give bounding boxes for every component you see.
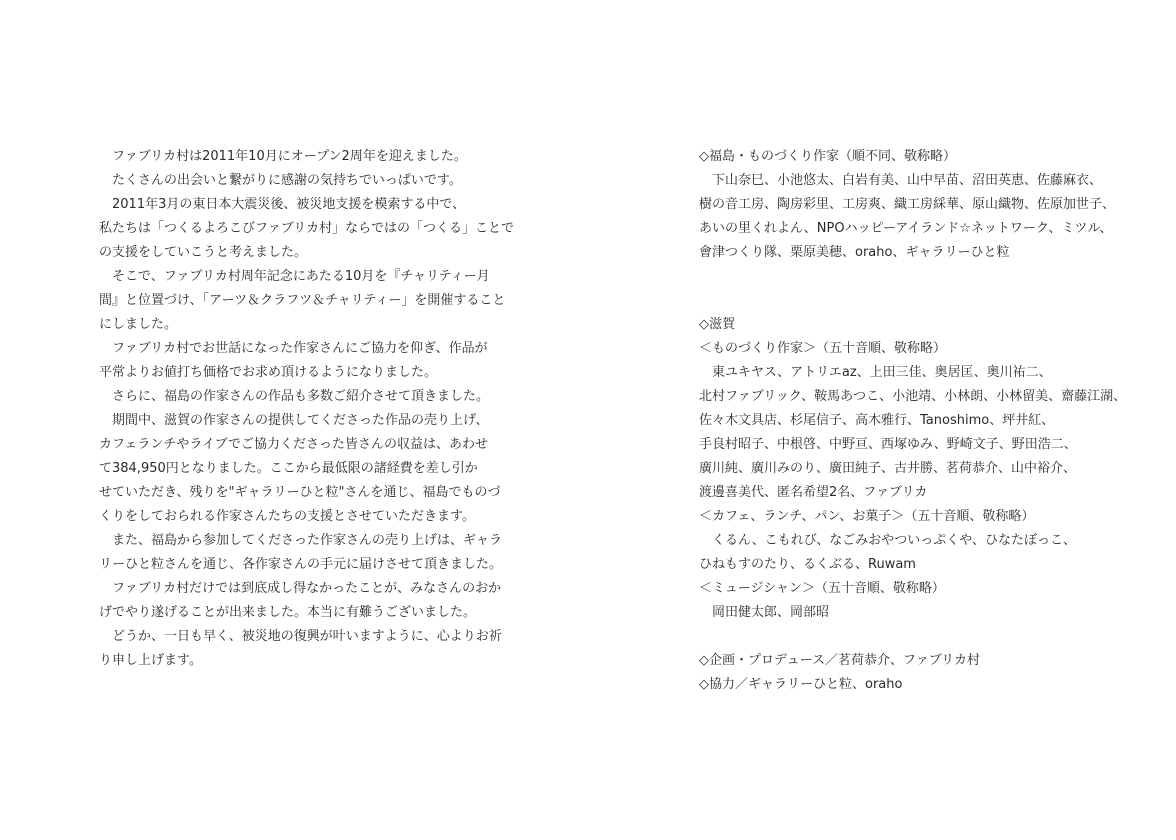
message-line: そこで、ファブリカ村周年記念にあたる10月を『チャリティー月 <box>99 269 490 284</box>
message-line: くりをしておられる作家さんたちの支援とさせていただきます。 <box>99 509 475 524</box>
message-line: リーひと粒さんを通じ、各作家さんの手元に届けさせて頂きました。 <box>99 557 503 572</box>
message-line: ファブリカ村は2011年10月にオープン2周年を迎えました。 <box>99 149 467 164</box>
fukushima-line: 樹の音工房、陶房彩里、工房爽、織工房綵華、原山織物、佐原加世子、 <box>699 197 1116 212</box>
cooperation-credit: ◇協力／ギャラリーひと粒、oraho <box>699 677 903 692</box>
message-line: 2011年3月の東日本大震災後、被災地支援を模索する中で、 <box>99 197 466 212</box>
makers-line: 東ユキヤス、アトリエaz、上田三佳、奥居匡、奥川祐二、 <box>699 365 1052 380</box>
message-line: カフェランチやライブでご協力くださった皆さんの収益は、あわせ <box>99 437 488 452</box>
shiga-section <box>699 313 1126 625</box>
message-line: せていただき、残りを"ギャラリーひと粒"さんを通じ、福島でものづ <box>99 485 501 500</box>
message-line: にしました。 <box>99 317 178 332</box>
message-line: の支援をしていこうと考えました。 <box>99 245 308 260</box>
music-line: 岡田健太郎、岡部昭 <box>699 605 830 620</box>
message-line: 間』と位置づけ、「アーツ＆クラフツ＆チャリティー」を開催すること <box>99 293 506 308</box>
makers-line: 北村ファブリック、鞍馬あつこ、小池靖、小林朗、小林留美、齋藤江湖、 <box>699 389 1127 404</box>
fukushima-line: 下山奈巳、小池悠太、白岩有美、山中早苗、沼田英恵、佐藤麻衣、 <box>699 173 1103 188</box>
planning-credit: ◇企画・プロデュース／茗荷恭介、ファブリカ村 <box>699 653 981 668</box>
message-line: たくさんの出会いと繋がりに感謝の気持ちでいっぱいです。 <box>99 173 462 188</box>
credits-column <box>699 145 1126 697</box>
message-line: どうか、一日も早く、被災地の復興が叶いますように、心よりお祈 <box>99 629 502 644</box>
message-column <box>99 145 514 673</box>
message-line: さらに、福島の作家さんの作品も多数ご紹介させて頂きました。 <box>99 389 490 404</box>
message-line: て384,950円となりました。ここから最低限の諸経費を差し引か <box>99 461 478 476</box>
section-spacer <box>699 289 1126 313</box>
makers-heading: ＜ものづくり作家＞（五十音順、敬称略） <box>699 341 947 356</box>
makers-line: 渡邊喜美代、匿名希望2名、ファブリカ <box>699 485 928 500</box>
message-line: ファブリカ村でお世話になった作家さんにご協力を仰ぎ、作品が <box>99 341 488 356</box>
cafe-line: ひねもすのたり、るくぶる、Ruwam <box>699 557 916 572</box>
makers-line: 廣川純、廣川みのり、廣田純子、古井勝、茗荷恭介、山中裕介、 <box>699 461 1077 476</box>
makers-line: 佐々木文具店、杉尾信子、高木雅行、Tanoshimo、坪井紅、 <box>699 413 1055 428</box>
makers-line: 手良村昭子、中根啓、中野亘、西塚ゆみ、野崎文子、野田浩二、 <box>699 437 1077 452</box>
fukushima-line: あいの里くれよん、NPOハッピーアイランド☆ネットワーク、ミツル、 <box>699 221 1113 236</box>
message-line: 平常よりお値打ち価格でお求め頂けるようになりました。 <box>99 365 438 380</box>
message-line: 期間中、滋賀の作家さんの提供してくださった作品の売り上げ、 <box>99 413 489 428</box>
fukushima-line: 會津つくり隊、栗原美穂、oraho、ギャラリーひと粒 <box>699 245 1010 260</box>
credits-section <box>699 649 1126 697</box>
message-line: ファブリカ村だけでは到底成し得なかったことが、みなさんのおか <box>99 581 502 596</box>
fukushima-heading: ◇福島・ものづくり作家（順不同、敬称略） <box>699 149 956 164</box>
cafe-heading: ＜カフェ、ランチ、パン、お菓子＞（五十音順、敬称略） <box>699 509 1035 524</box>
message-line: り申し上げます。 <box>99 653 202 668</box>
message-line: また、福島から参加してくださった作家さんの売り上げは、ギャラ <box>99 533 503 548</box>
section-spacer <box>699 265 1126 289</box>
music-heading: ＜ミュージシャン＞（五十音順、敬称略） <box>699 581 945 596</box>
message-line: げでやり遂げることが出来ました。本当に有難うございました。 <box>99 605 477 620</box>
message-line: 私たちは「つくるよろこびファブリカ村」ならではの「つくる」ことで <box>99 221 514 236</box>
section-spacer <box>699 625 1126 649</box>
cafe-line: くるん、こもれび、なごみおやついっぷくや、ひなたぼっこ、 <box>699 533 1077 548</box>
shiga-heading: ◇滋賀 <box>699 317 735 332</box>
fukushima-section <box>699 145 1126 265</box>
